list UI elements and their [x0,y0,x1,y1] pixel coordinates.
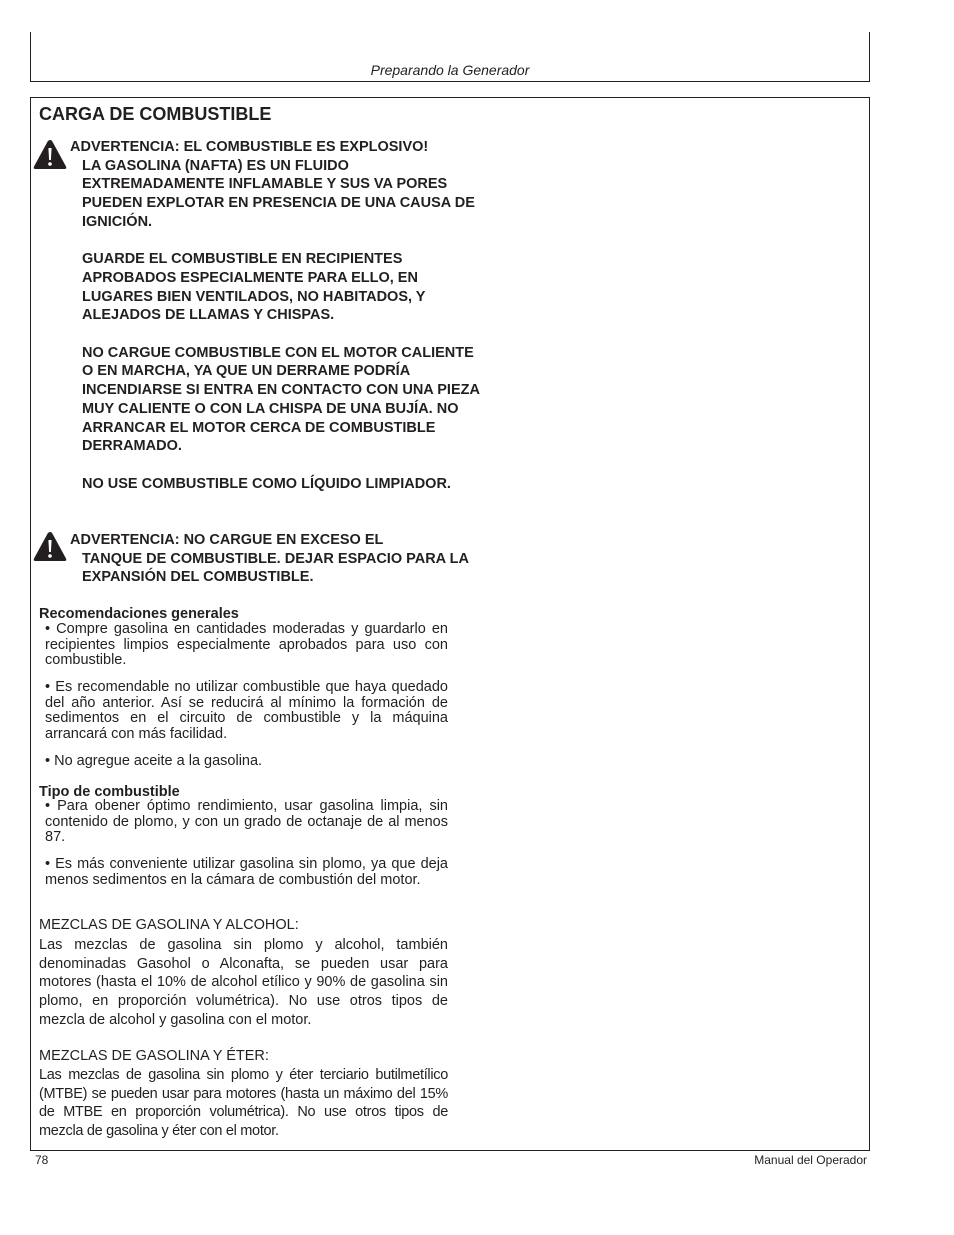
warning-paragraph-hot-engine: NO CARGUE COMBUSTIBLE CON EL MOTOR CALIENTE O EN MARCHA, YA QUE UN DERRAME PODRÍA INCENDIARSE SI ENTRA EN CONTACTO CON UNA PIEZA MUY CALIENTE O CON LA CHISPA DE UNA BUJÍA. NO ARRANCAR EL MOTOR CERCA DE COMBUSTIBLE DERRAMADO. [82,344,480,455]
page-number: 78 [35,1153,49,1167]
section-title: CARGA DE COMBUSTIBLE [39,104,272,124]
header-title: Preparando la Generador [370,62,530,78]
warning-paragraph-storage: GUARDE EL COMBUSTIBLE EN RECIPIENTES APROBADOS ESPECIALMENTE PARA ELLO, EN LUGARES BIEN VENTILADOS, NO HABITADOS, Y ALEJADOS DE LLAMAS Y CHISPAS. [82,251,426,324]
ether-mix-text: Las mezclas de gasolina sin plomo y éter terciario butilmetílico (MTBE) se pueden usar para motores (hasta un máximo del 15% de MTBE en proporción volumétrica). No use otros tipos de mezcla de gasolina y éter con el motor. [39,1067,448,1140]
ether-mix-heading: MEZCLAS DE GASOLINA Y ÉTER: [39,1048,269,1064]
general-recommendations-heading: Recomendaciones generales [39,606,239,622]
warning-text: LA GASOLINA (NAFTA) ES UN FLUIDO EXTREMADAMENTE INFLAMABLE Y SUS VA PORES PUEDEN EXPLOTAR EN PRESENCIA DE UNA CAUSA DE IGNICIÓN. [82,157,475,230]
warning-paragraph-overfill [70,531,482,587]
warning-block-overfill [70,531,482,587]
list-item: • Compre gasolina en cantidades moderadas y guardarlo en recipientes limpios especialmente aprobados para uso con combustible. [45,621,448,669]
warning-paragraph-ignition [70,138,482,232]
warning-text: TANQUE DE COMBUSTIBLE. DEJAR ESPACIO PARA LA EXPANSIÓN DEL COMBUSTIBLE. [82,550,469,586]
list-item: • Para obener óptimo rendimiento, usar gasolina limpia, sin contenido de plomo, y con un grado de octanaje de al menos 87. [45,798,448,846]
warning-block-explosive [70,138,482,493]
header-frame [30,32,870,82]
list-item: • No agregue aceite a la gasolina. [45,753,263,769]
list-item: • Es recomendable no utilizar combustible que haya quedado del año anterior. Así se reducirá al mínimo la formación de sedimentos en el circuito de combustible y la máquina arrancará con más facilidad. [45,679,448,742]
warning-lead: ADVERTENCIA: EL COMBUSTIBLE ES EXPLOSIVO! [70,139,429,155]
alcohol-mix-heading: MEZCLAS DE GASOLINA Y ALCOHOL: [39,917,299,933]
warning-lead: ADVERTENCIA: NO CARGUE EN EXCESO EL [70,532,384,548]
warning-triangle-icon [33,139,67,170]
warning-paragraph-cleaner: NO USE COMBUSTIBLE COMO LÍQUIDO LIMPIADOR. [82,475,451,492]
warning-triangle-icon [33,531,67,562]
alcohol-mix-text: Las mezclas de gasolina sin plomo y alcohol, también denominadas Gasohol o Alconafta, se pueden usar para motores (hasta el 10% de alcohol etílico y 90% de gasolina sin plomo, en proporción volumétrica). No use otros tipos de mezcla de alcohol y gasolina con el motor. [39,937,448,1028]
footer-manual-title: Manual del Operador [754,1153,867,1167]
fuel-type-heading: Tipo de combustible [39,784,180,800]
list-item: • Es más conveniente utilizar gasolina sin plomo, ya que deja menos sedimentos en la cámara de combustión del motor. [45,856,448,888]
